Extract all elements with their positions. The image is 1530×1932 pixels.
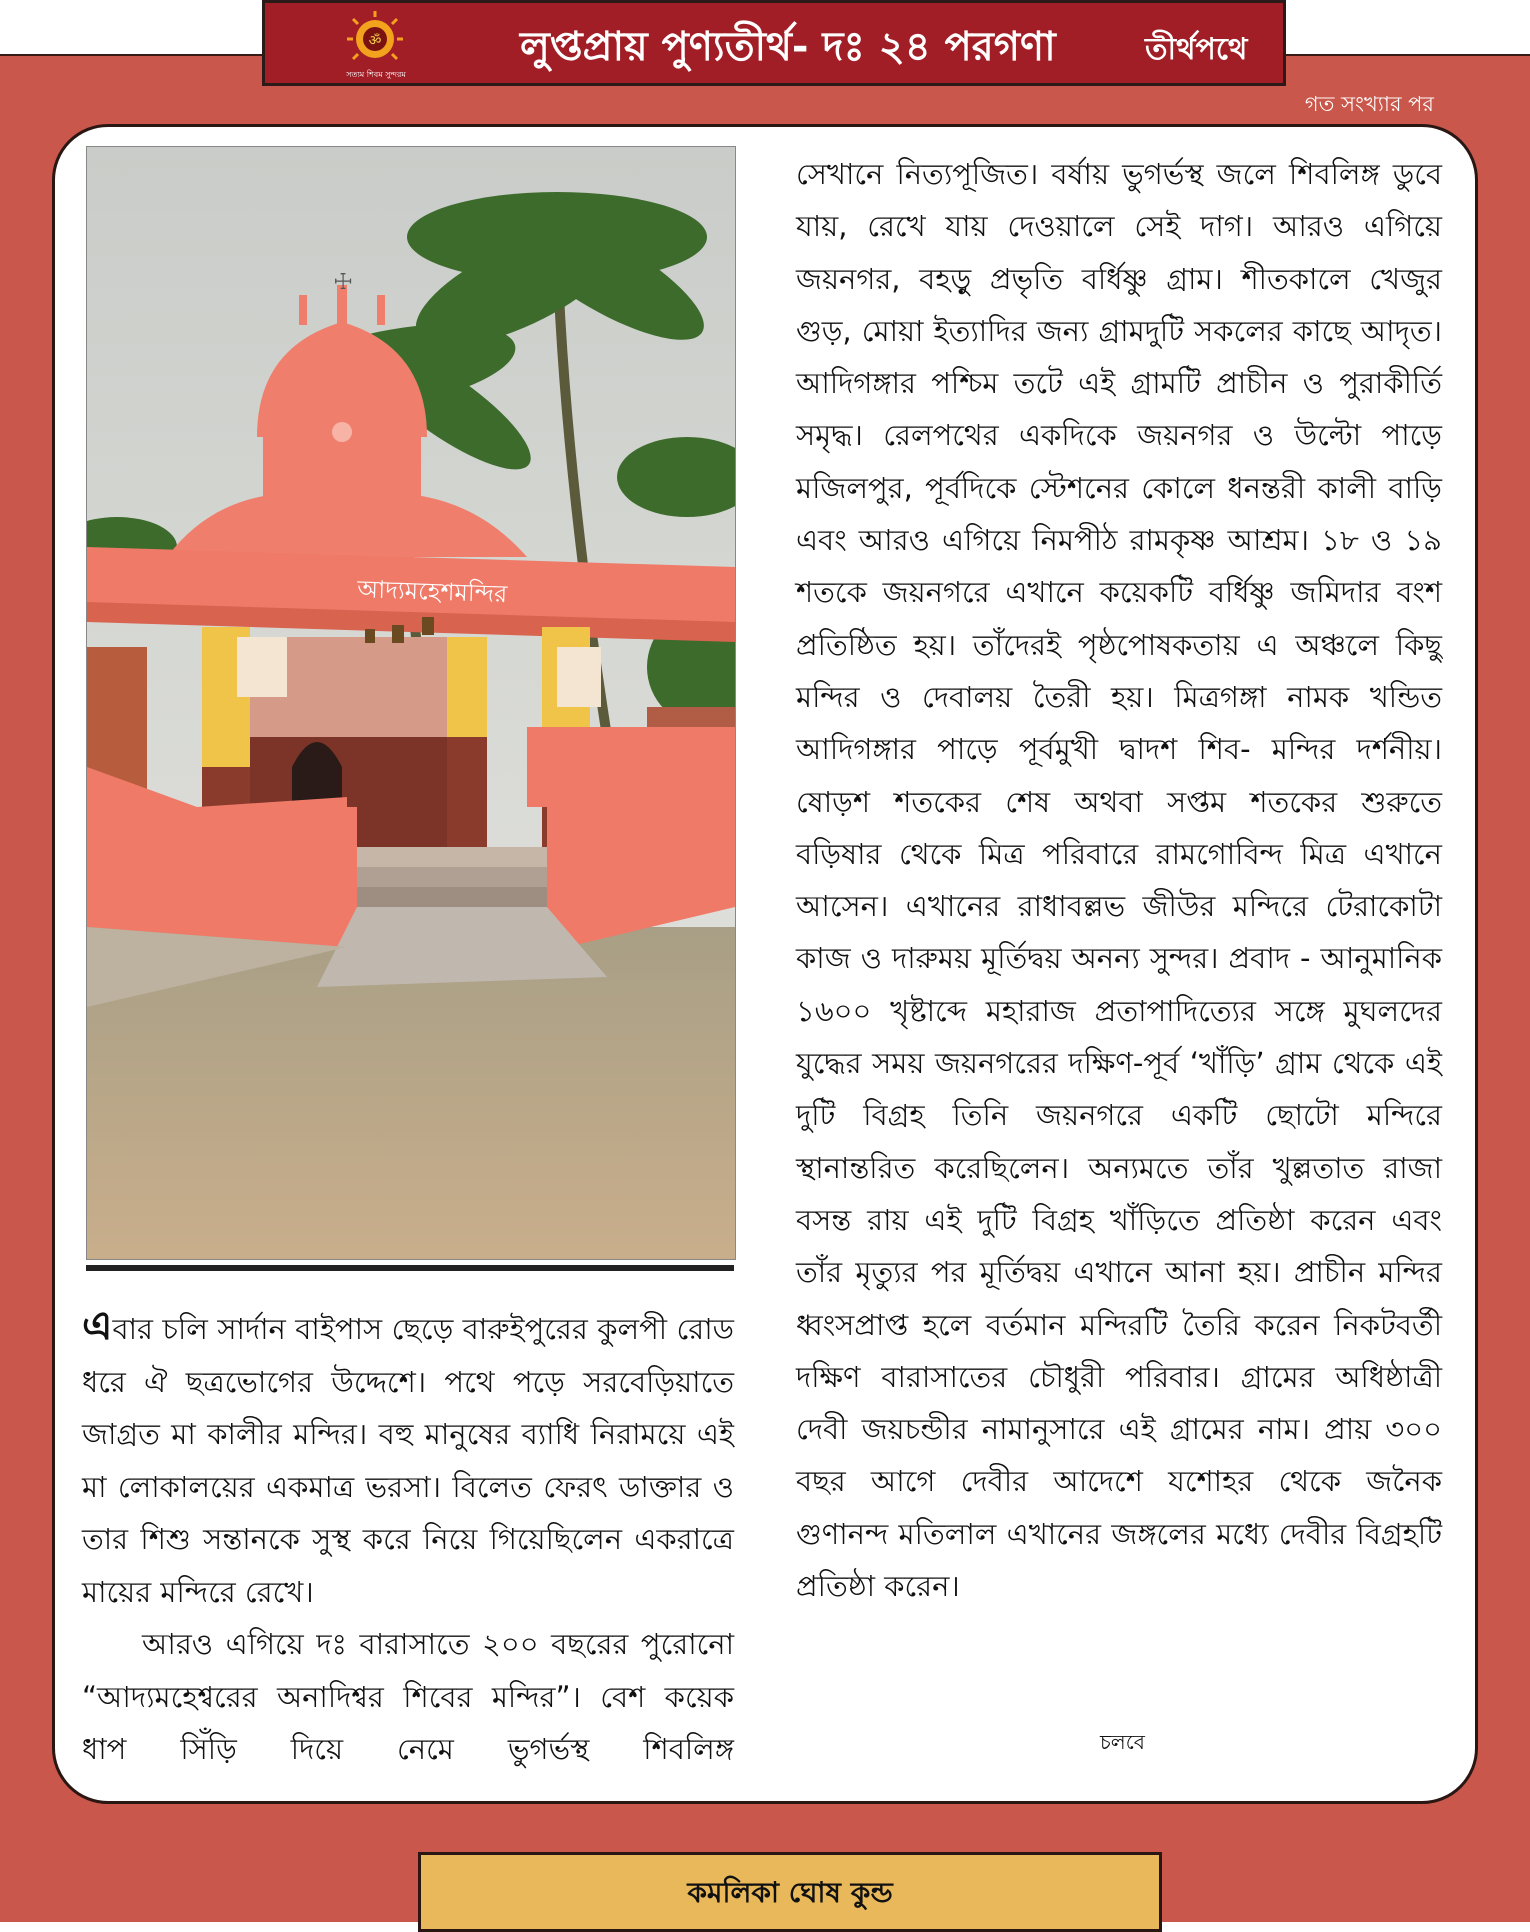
paragraph: সেখানে নিত্যপূজিত। বর্ষায় ভুগর্ভস্থ জলে শিবলিঙ্গ ডুবে যায়, রেখে যায় দেওয়ালে সেই দাগ। আরও এগিয়ে জয়নগর, বহড়ু প্রভৃতি বর্ধিষ্ণু গ্রাম। শীতকালে খেজুর গুড়, মোয়া ইত্যাদির জন্য গ্রামদুটি সকলের কাছে আদৃত। আদিগঙ্গার পশ্চিম তটে এই গ্রামটি প্রাচীন ও পুরাকীর্তি সমৃদ্ধ। রেলপথের একদিকে জয়নগর ও উল্টো পাড়ে মজিলপুর, পূর্বদিকে স্টেশনের কোলে ধনন্তরী কালী বাড়ি এবং আরও এগিয়ে নিমপীঠ রামকৃষ্ণ আশ্রম। ১৮ ও ১৯ শতকে জয়নগরে এখানে কয়েকটি বর্ধিষ্ণু জমিদার বংশ প্রতিষ্ঠিত হয়। তাঁদেরই পৃষ্ঠপোষকতায় এ অঞ্চলে কিছু মন্দির ও দেবালয় তৈরী হয়। মিত্রগঙ্গা নামক খন্ডিত আদিগঙ্গার পাড়ে পূর্বমুখী দ্বাদশ শিব- মন্দির দর্শনীয়। ষোড়শ শতকের শেষ অথবা সপ্তম শতকের শুরুতে বড়িষার থেকে মিত্র পরিবারে রামগোবিন্দ মিত্র এখানে আসেন। এখানের রাধাবল্লভ জীউর মন্দিরে টেরাকোটা কাজ ও দারুময় মূর্তিদ্বয় অনন্য সুন্দর। প্রবাদ - আনুমানিক ১৬০০ খৃষ্টাব্দে মহারাজ প্রতাপাদিত্যের সঙ্গে মুঘলদের যুদ্ধের সময় জয়নগরের দক্ষিণ-পূর্ব ‘খাঁড়ি’ গ্রাম থেকে এই দুটি বিগ্রহ তিনি জয়নগরে একটি ছোটো মন্দিরে স্থানান্তরিত করেছিলেন। অন্যমতে তাঁর খুল্লতাত রাজা বসন্ত রায় এই দুটি বিগ্রহ খাঁড়িতে প্রতিষ্ঠা করেন এবং তাঁর মৃত্যুর পর মূর্তিদ্বয় এখানে আনা হয়। প্রাচীন মন্দির ধ্বংসপ্রাপ্ত হলে বর্তমান মন্দিরটি তৈরি করেন নিকটবর্তী দক্ষিণ বারাসাতের চৌধুরী পরিবার। গ্রামের অধিষ্ঠাত্রী দেবী জয়চন্ডীর নামানুসারে এই গ্রামের নাম। প্রায় ৩০০ বছর আগে দেবীর আদেশে যশোহর থেকে জনৈক গুণানন্দ মতিলাল এখানের জঙ্গলের মধ্যে দেবীর বিগ্রহটি প্রতিষ্ঠা করেন। xyxy=(796,157,1442,1604)
temple-photo xyxy=(86,146,736,1260)
left-column xyxy=(82,1300,734,1776)
drop-cap: এ xyxy=(82,1303,113,1349)
to-be-continued: চলবে xyxy=(1100,1730,1145,1754)
continued-note: গত সংখ্যার পর xyxy=(1304,92,1434,116)
paragraph: আরও এগিয়ে দঃ বারাসাতে ২০০ বছরের পুরোনো “আদ্যমহেশ্বরের অনাদিশ্বর শিবের মন্দির”। বেশ কয়েক ধাপ সিঁড়ি দিয়ে নেমে ভুগর্ভস্থ শিবলিঙ্গ xyxy=(82,1627,734,1766)
paragraph-text: বার চলি সার্দান বাইপাস ছেড়ে বারুইপুরের কুলপী রোড ধরে ঐ ছত্রভোগের উদ্দেশে। পথে পড়ে সরবেড়িয়াতে জাগ্রত মা কালীর মন্দির। বহু মানুষের ব্যাধি নিরাময়ে এই মা লোকালয়ের একমাত্র ভরসা। বিলেত ফেরৎ ডাক্তার ও তার শিশু সন্তানকে সুস্থ করে নিয়ে গিয়েছিলেন একরাত্রে মায়ের মন্দিরে রেখে। xyxy=(82,1312,734,1609)
header-banner xyxy=(262,0,1286,86)
photo-divider xyxy=(86,1265,734,1271)
svg-text:☩: ☩ xyxy=(333,270,353,295)
photo-signboard: আদ্যমহেশমন্দির xyxy=(356,575,508,609)
logo-caption: সত্যম শিবম সুন্দরম xyxy=(346,70,406,79)
paragraph xyxy=(82,1300,734,1618)
svg-text:ॐ: ॐ xyxy=(368,33,382,49)
right-column xyxy=(796,148,1442,1612)
section-label: তীর্থপথে xyxy=(1145,32,1248,67)
author-name: কমলিকা ঘোষ কুন্ড xyxy=(687,1876,893,1909)
page-title: লুপ্তপ্রায় পুণ্যতীর্থ- দঃ ২৪ পরগণা xyxy=(520,24,1056,70)
author-box xyxy=(418,1852,1162,1932)
